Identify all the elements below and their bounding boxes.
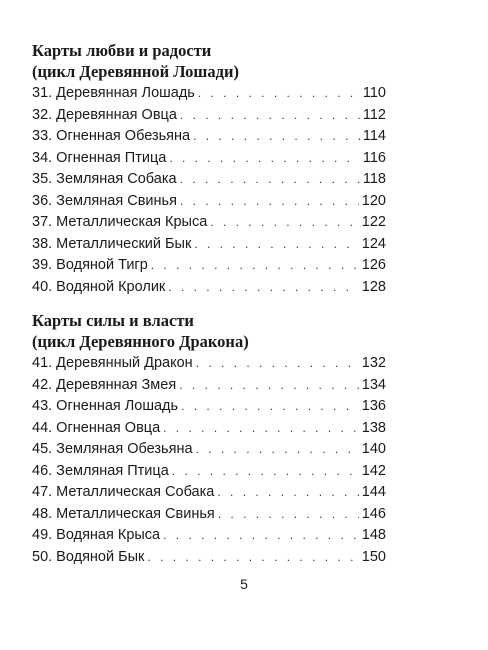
toc-entry-page: 126 [361,257,386,273]
toc-entry-title: 50. Водяной Бык [32,548,145,565]
toc-entry[interactable] [32,128,386,150]
toc-entry-title: 47. Металлическая Собака [32,484,215,500]
section-heading [32,310,386,352]
toc-entry-title: 32. Деревянная Овца [32,106,177,123]
toc-entry-list [32,355,386,570]
dot-leader [180,194,359,208]
dot-leader [163,421,359,435]
toc-entry-page: 144 [361,484,386,500]
toc-entry-title: 41. Деревянный Дракон [32,355,193,371]
toc-entry-page: 150 [361,548,386,565]
toc-entry[interactable] [32,85,386,107]
toc-entry[interactable] [32,257,386,279]
toc-entry[interactable] [32,398,386,420]
dot-leader [218,507,359,521]
section-heading-line2: (цикл Деревянной Лошади) [32,62,239,81]
toc-entry[interactable] [32,484,386,506]
toc-entry-title: 33. Огненная Обезьяна [32,128,191,144]
toc-entry[interactable] [32,527,386,549]
dot-leader [169,151,360,165]
toc-entry-title: 42. Деревянная Змея [32,376,177,393]
toc-entry-title: 38. Металлический Бык [32,235,192,252]
toc-entry-title: 34. Огненная Птица [32,149,167,166]
toc-entry-page: 140 [361,441,386,457]
dot-leader [198,86,360,100]
dot-leader [147,550,358,564]
toc-entry-page: 128 [361,278,386,295]
toc-entry-page: 134 [361,376,386,393]
toc-entry-page: 112 [362,106,386,123]
toc-entry-page: 110 [362,85,386,101]
dot-leader [196,442,359,456]
dot-leader [210,215,359,229]
toc-section-power [32,310,386,570]
toc-entry-page: 114 [362,128,386,144]
toc-entry[interactable] [32,279,386,301]
toc-entry-page: 148 [361,527,386,543]
toc-entry[interactable] [32,214,386,236]
toc-entry-title: 48. Металлическая Свинья [32,505,215,522]
dot-leader [151,258,359,272]
section-heading [32,40,386,82]
toc-entry-page: 122 [361,214,386,230]
section-heading-line2: (цикл Деревянного Дракона) [32,332,249,351]
page-number: 5 [240,576,248,592]
toc-entry[interactable] [32,463,386,485]
toc-entry[interactable] [32,355,386,377]
toc-entry-page: 116 [362,149,386,166]
dot-leader [196,356,359,370]
dot-leader [193,129,360,143]
toc-entry-page: 146 [361,505,386,522]
toc-entry-page: 120 [361,192,386,209]
section-heading-line1: Карты силы и власти [32,311,194,330]
toc-entry-title: 44. Огненная Овца [32,419,161,436]
toc-entry[interactable] [32,193,386,215]
dot-leader [172,464,359,478]
toc-entry-list [32,85,386,300]
toc-entry-title: 36. Земляная Свинья [32,192,177,209]
dot-leader [181,399,359,413]
toc-entry[interactable] [32,377,386,399]
toc-entry-title: 49. Водяная Крыса [32,527,161,543]
section-heading-line1: Карты любви и радости [32,41,212,60]
toc-entry-title: 31. Деревянная Лошадь [32,85,195,101]
toc-entry-page: 142 [361,462,386,479]
dot-leader [180,108,360,122]
toc-entry-page: 124 [361,235,386,252]
dot-leader [217,485,358,499]
toc-entry-title: 45. Земляная Обезьяна [32,441,193,457]
toc-entry[interactable] [32,171,386,193]
toc-entry-title: 37. Металлическая Крыса [32,214,208,230]
toc-entry[interactable] [32,441,386,463]
toc-entry-page: 118 [362,171,386,187]
dot-leader [180,172,360,186]
toc-entry[interactable] [32,420,386,442]
toc-entry-title: 40. Водяной Кролик [32,278,166,295]
toc-entry[interactable] [32,549,386,571]
dot-leader [168,280,359,294]
toc-entry-page: 138 [361,419,386,436]
dot-leader [179,378,359,392]
dot-leader [194,237,359,251]
toc-entry-page: 132 [361,355,386,371]
toc-entry-page: 136 [361,398,386,414]
toc-entry[interactable] [32,506,386,528]
toc-section-love [32,40,386,300]
toc-entry[interactable] [32,236,386,258]
toc-entry[interactable] [32,150,386,172]
toc-entry-title: 43. Огненная Лошадь [32,398,179,414]
toc-entry-title: 35. Земляная Собака [32,171,177,187]
toc-entry-title: 46. Земляная Птица [32,462,169,479]
toc-entry-title: 39. Водяной Тигр [32,257,148,273]
dot-leader [163,528,359,542]
toc-entry[interactable] [32,107,386,129]
